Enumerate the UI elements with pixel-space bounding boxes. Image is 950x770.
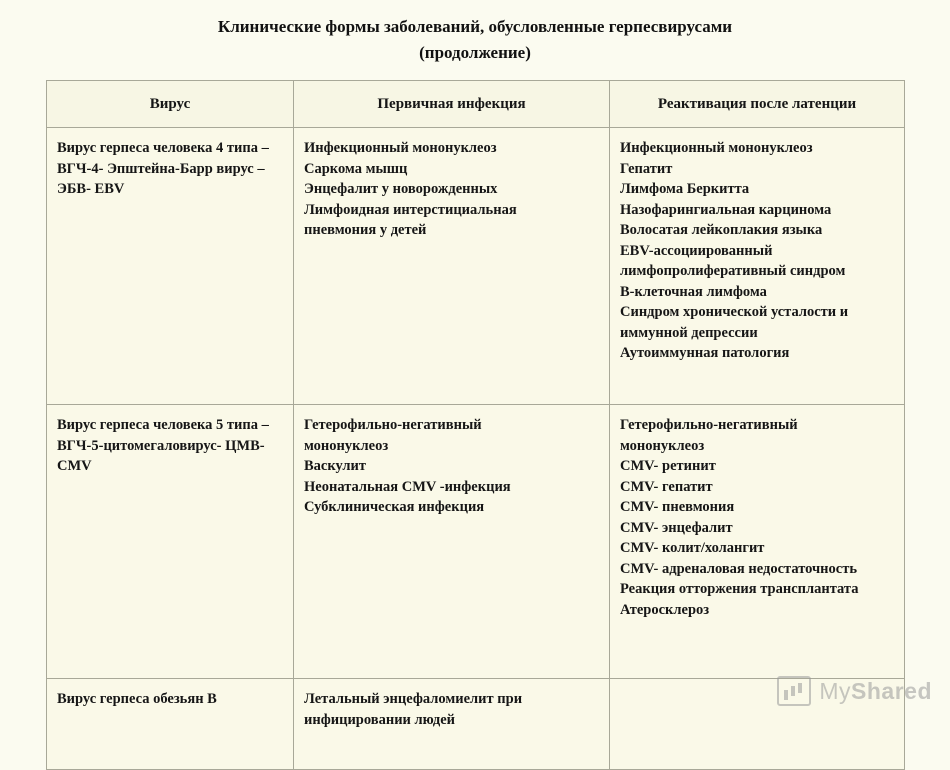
list-item: Субклиническая инфекция <box>304 499 485 515</box>
column-header-primary-infection: Первичная инфекция <box>294 81 610 128</box>
title-line-1: Клинические формы заболеваний, обусловленные герпесвирусами <box>217 17 733 36</box>
list-item: Гетерофильно-негативный <box>620 417 798 433</box>
column-header-reactivation: Реактивация после латенции <box>610 81 905 128</box>
cell-reactivation <box>610 128 905 405</box>
cell-primary-infection <box>294 405 610 679</box>
list-item: Энцефалит у новорожденных <box>304 181 498 197</box>
list-item: Реакция отторжения трансплантата <box>620 581 859 597</box>
list-item: CMV- колит/холангит <box>620 540 765 556</box>
list-item: инфицировании людей <box>304 711 456 728</box>
list-item: мононуклеоз <box>620 437 705 454</box>
presentation-board-icon <box>777 676 811 706</box>
cell-virus-name: Вирус герпеса человека 4 типа – ВГЧ-4- Эпштейна-Барр вирус – ЭБВ- EBV <box>47 128 294 405</box>
list-item: Атеросклероз <box>620 601 710 618</box>
list-item: Волосатая лейкоплакия языка <box>620 222 823 238</box>
table-row <box>47 405 905 679</box>
list-item: CMV- ретинит <box>620 458 716 474</box>
watermark-text-shared: Shared <box>851 677 932 704</box>
list-item: Гетерофильно-негативный <box>304 417 482 433</box>
list-item: Неонатальная CMV -инфекция <box>304 478 511 495</box>
cell-primary-infection <box>294 128 610 405</box>
watermark-text-my: My <box>819 677 852 704</box>
watermark-text <box>819 678 932 705</box>
page-title <box>0 0 950 66</box>
list-item: Васкулит <box>304 458 367 474</box>
cell-reactivation <box>610 405 905 679</box>
cell-virus-name: Вирус герпеса человека 5 типа – ВГЧ-5-цитомегаловирус- ЦМВ- CMV <box>47 405 294 679</box>
list-item: Синдром хронической усталости и <box>620 304 849 320</box>
list-item: CMV- пневмония <box>620 499 735 515</box>
list-item: Назофарингиальная карцинома <box>620 201 832 218</box>
list-item: Саркома мышц <box>304 160 408 177</box>
table-header-row <box>47 81 905 128</box>
list-item: CMV- адреналовая недостаточность <box>620 560 858 577</box>
list-item: CMV- гепатит <box>620 478 713 495</box>
list-item: мононуклеоз <box>304 437 389 454</box>
table-row <box>47 679 905 770</box>
watermark <box>777 676 932 706</box>
list-item: Инфекционный мононуклеоз <box>620 140 813 156</box>
title-line-2: (продолжение) <box>419 43 531 62</box>
cell-primary-infection <box>294 679 610 770</box>
list-item: Аутоиммунная патология <box>620 345 790 361</box>
list-item: Лимфома Беркитта <box>620 181 750 197</box>
list-item: Лимфоидная интерстициальная <box>304 201 517 218</box>
table-row <box>47 128 905 405</box>
list-item: Гепатит <box>620 160 673 177</box>
list-item: лимфопролиферативный синдром <box>620 263 846 279</box>
list-item: В-клеточная лимфома <box>620 283 767 300</box>
list-item: CMV- энцефалит <box>620 519 733 536</box>
cell-virus-name: Вирус герпеса обезьян В <box>47 679 294 770</box>
list-item: EBV-ассоциированный <box>620 242 773 259</box>
list-item: Летальный энцефаломиелит при <box>304 691 523 707</box>
list-item: Инфекционный мононуклеоз <box>304 140 497 156</box>
herpesvirus-table <box>46 80 905 770</box>
column-header-virus: Вирус <box>47 81 294 128</box>
list-item: пневмония у детей <box>304 222 427 238</box>
list-item: иммунной депрессии <box>620 324 758 341</box>
